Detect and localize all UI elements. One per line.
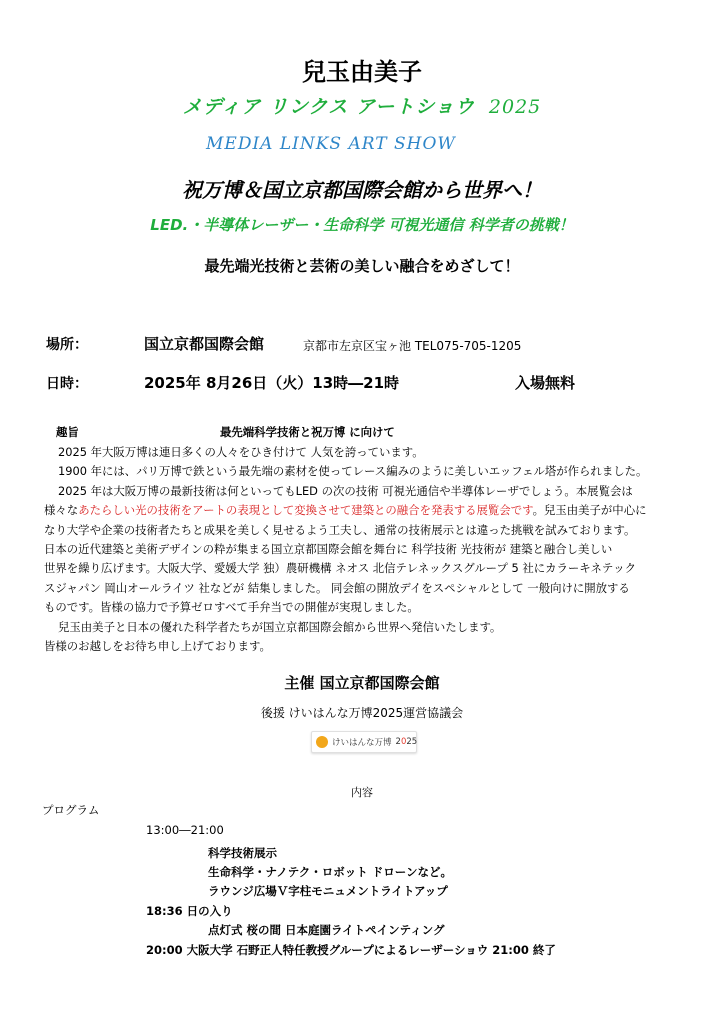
highlighted-text: あたらしい光の技術をアートの表現として変換させて建築との融合を発表する展覧会です	[78, 503, 533, 518]
contents-label: 内容	[351, 786, 373, 799]
event-date: 2025年 8月26日（火）13時―21時	[144, 374, 400, 392]
body-line: 日本の近代建築と美術デザインの粋が集まる国立京都国際会館を舞台に 科学技術 光技術が 建築と融合し美しい	[44, 542, 613, 557]
slogan: 祝万博＆国立京都国際会館から世界へ！	[182, 178, 542, 202]
body-line: 皆様のお越しをお待ち申し上げております。	[44, 639, 271, 654]
logo-year-digit: 25	[406, 737, 418, 747]
body-text	[44, 443, 647, 656]
art-show-title-jp	[0, 92, 724, 119]
tagline: 最先端光技術と芸術の美しい融合をめざして！	[204, 257, 520, 275]
sun-icon	[316, 736, 328, 748]
logo-year-digit: 0	[400, 737, 407, 747]
body-text-segment: 。兒玉由美子が中心に	[532, 503, 647, 518]
program-time: 20:00 大阪大学 石野正人特任教授グループによるレーザーショウ 21:00 終了	[146, 943, 556, 957]
datetime-label: 日時：	[46, 376, 88, 392]
logo-year-digit: 2	[395, 737, 401, 747]
purpose-heading: 最先端科学技術と祝万博 に向けて	[220, 425, 395, 439]
body-line: スジャパン 岡山オールライツ 社などが 結集しました。 同会館の開放デイをスペシャルとして 一般向けに開放する	[44, 580, 630, 595]
venue-address: 京都市左京区宝ヶ池 TEL075-705-1205	[303, 339, 522, 353]
keihanna-expo-logo	[311, 731, 417, 753]
program-item: ラウンジ広場Ｖ字柱モニュメントライトアップ	[208, 884, 448, 898]
body-line: 2025 年大阪万博は連日多くの人々をひき付けて 人気を誇っています。	[58, 445, 424, 459]
art-show-name-jp: メディア リンクス アートショウ	[182, 96, 475, 118]
admission-free: 入場無料	[515, 374, 576, 392]
venue-label: 場所：	[46, 337, 88, 353]
support: 後援 けいはんな万博2025運営協議会	[260, 706, 464, 720]
art-show-title-en: MEDIA LINKS ART SHOW	[206, 134, 456, 154]
program-time: 13:00―21:00	[146, 823, 224, 837]
program-label: プログラム	[42, 803, 100, 817]
body-line: なり大学や企業の技術者たちと成果を美しく見せるよう工夫し、通常の技術展示とは違った挑戦を試みております。	[44, 522, 636, 537]
logo-text: けいはんな万博	[332, 738, 392, 748]
body-line: 1900 年には、パリ万博で鉄という最先端の素材を使ってレース編みのように美しいエッフェル塔が作られました。	[58, 464, 648, 479]
purpose-label: 趣旨	[56, 425, 79, 439]
program-item: 生命科学・ナノテク・ロボット ドローンなど。	[208, 865, 453, 879]
logo-year	[396, 737, 418, 747]
body-text-segment: 様々な	[44, 503, 79, 518]
body-line	[44, 501, 647, 520]
program-item: 科学技術展示	[208, 846, 277, 860]
host: 主催 国立京都国際会館	[284, 674, 440, 692]
body-line: 世界を繰り広げます。大阪大学、愛媛大学 独）農研機構 ネオス 北信テレネックスグループ 5 社にカラーキネテック	[44, 561, 637, 576]
art-show-year: 2025	[488, 96, 542, 118]
challenge-line: LED.・半導体レーザー・生命科学 可視光通信 科学者の挑戦！	[150, 216, 574, 234]
program-item: 点灯式 桜の間 日本庭園ライトペインティング	[208, 923, 445, 937]
body-line: 2025 年は大阪万博の最新技術は何といってもLED の次の技術 可視光通信や半導体レーザでしょう。本展覧会は	[58, 483, 633, 498]
body-line: 兒玉由美子と日本の優れた科学者たちが国立京都国際会館から世界へ発信いたします。	[58, 619, 502, 634]
body-line: ものです。皆様の協力で予算ゼロすべて手弁当での開催が実現しました。	[44, 600, 419, 615]
venue-name: 国立京都国際会館	[144, 335, 265, 353]
page-title: 兒玉由美子	[302, 58, 422, 86]
program-time: 18:36 日の入り	[146, 904, 233, 918]
